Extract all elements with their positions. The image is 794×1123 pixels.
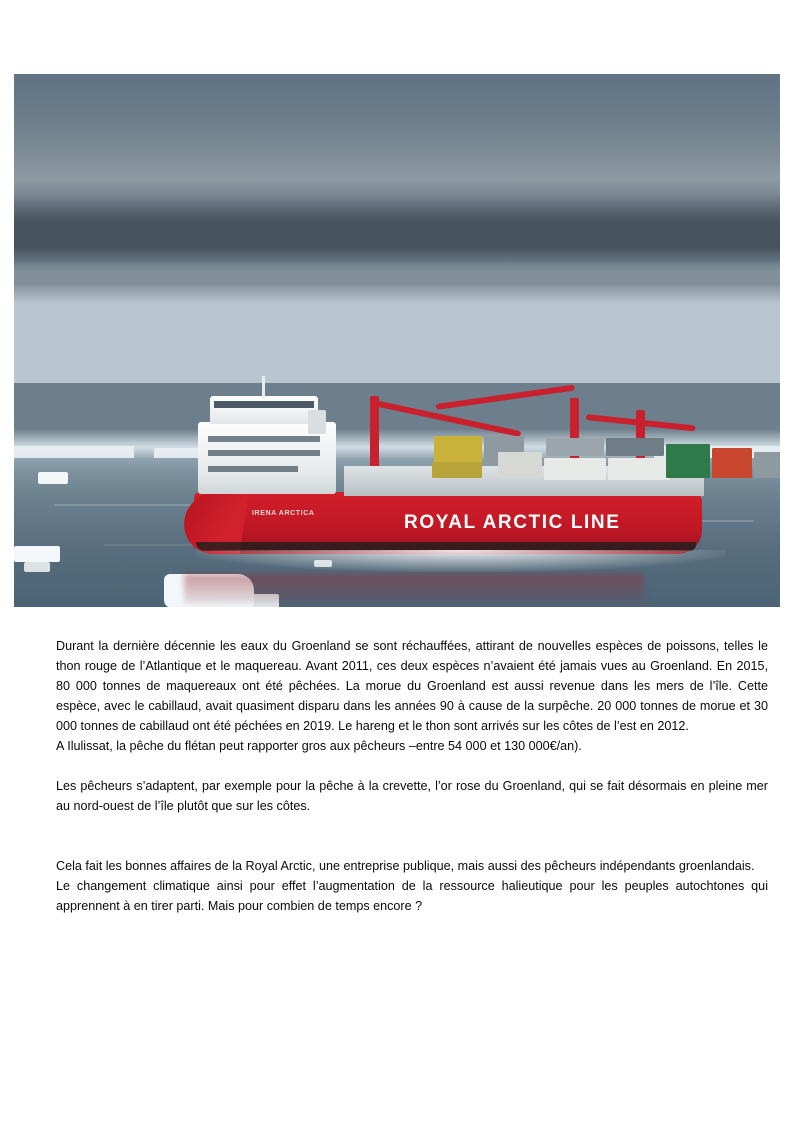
bridge-windows [214,401,314,408]
container [606,438,664,456]
body-text [56,636,768,916]
paragraph-1: Durant la dernière décennie les eaux du Groenland se sont réchauffées, attirant de nouvelles espèces de poissons, telles le thon rouge de l’Atlantique et le maquereau. Avant 2011, ces deux espèces n’avaient été jamais vues au Groenland. En 2015, 80 000 tonnes de maquereaux ont été pêchées. La morue du Groenland est aussi revenue dans les mers de l’île. Cette espèce, avec le cabillaud, avait quasiment disparu dans les années 90 à cause de la surpêche. 20 000 tonnes de morue et 30 000 tonnes de cabillaud ont été péchées en 2019. Le hareng et le thon sont arrivés sur les côtes de l’est en 2012. [56,639,768,733]
paragraph-3: Les pêcheurs s’adaptent, par exemple pour la pêche à la crevette, l’or rose du Groenland, qui se fait désormais en pleine mer au nord-ouest de l’île plutôt que sur les côtes. [56,779,768,813]
container [754,452,780,478]
cloud-band-upper [14,194,780,250]
cabin-window-row [208,436,320,442]
ship-crane-boom [436,385,575,410]
cabin-window-row [208,450,320,456]
container-royal-arctic [544,458,606,480]
ship-hull-name: ROYAL ARCTIC LINE [404,512,621,533]
iceberg [24,562,50,572]
paragraph-spacer [56,756,768,776]
container [712,448,752,478]
paragraph-spacer [56,816,768,836]
container [434,436,482,464]
container [432,462,482,478]
cargo-ship [166,374,706,582]
ship-funnel [308,410,326,434]
cabin-window-row [208,466,298,472]
ship-wake [196,550,726,572]
cloud-band-lower [14,264,780,304]
iceberg [14,546,60,562]
paragraph-spacer [56,836,768,856]
hero-photo [14,74,780,607]
paragraph-5: Le changement climatique ainsi pour effet l’augmentation de la ressource halieutique pour les peuples autochtones qui apprennent à en tirer parti. Mais pour combien de temps encore ? [56,879,768,913]
ship-bow-name: IRENA ARCTICA [252,510,315,517]
ship-mast [262,376,265,398]
container [546,438,604,456]
container-royal-arctic [608,458,670,480]
paragraph-4: Cela fait les bonnes affaires de la Royal Arctic, une entreprise publique, mais aussi des pêcheurs indépendants groenlandais. [56,859,755,873]
container [666,444,710,478]
container [498,452,542,478]
iceberg [38,472,68,484]
paragraph-2: A Ilulissat, la pêche du flétan peut rapporter gros aux pêcheurs –entre 54 000 et 130 000€/an). [56,739,582,753]
